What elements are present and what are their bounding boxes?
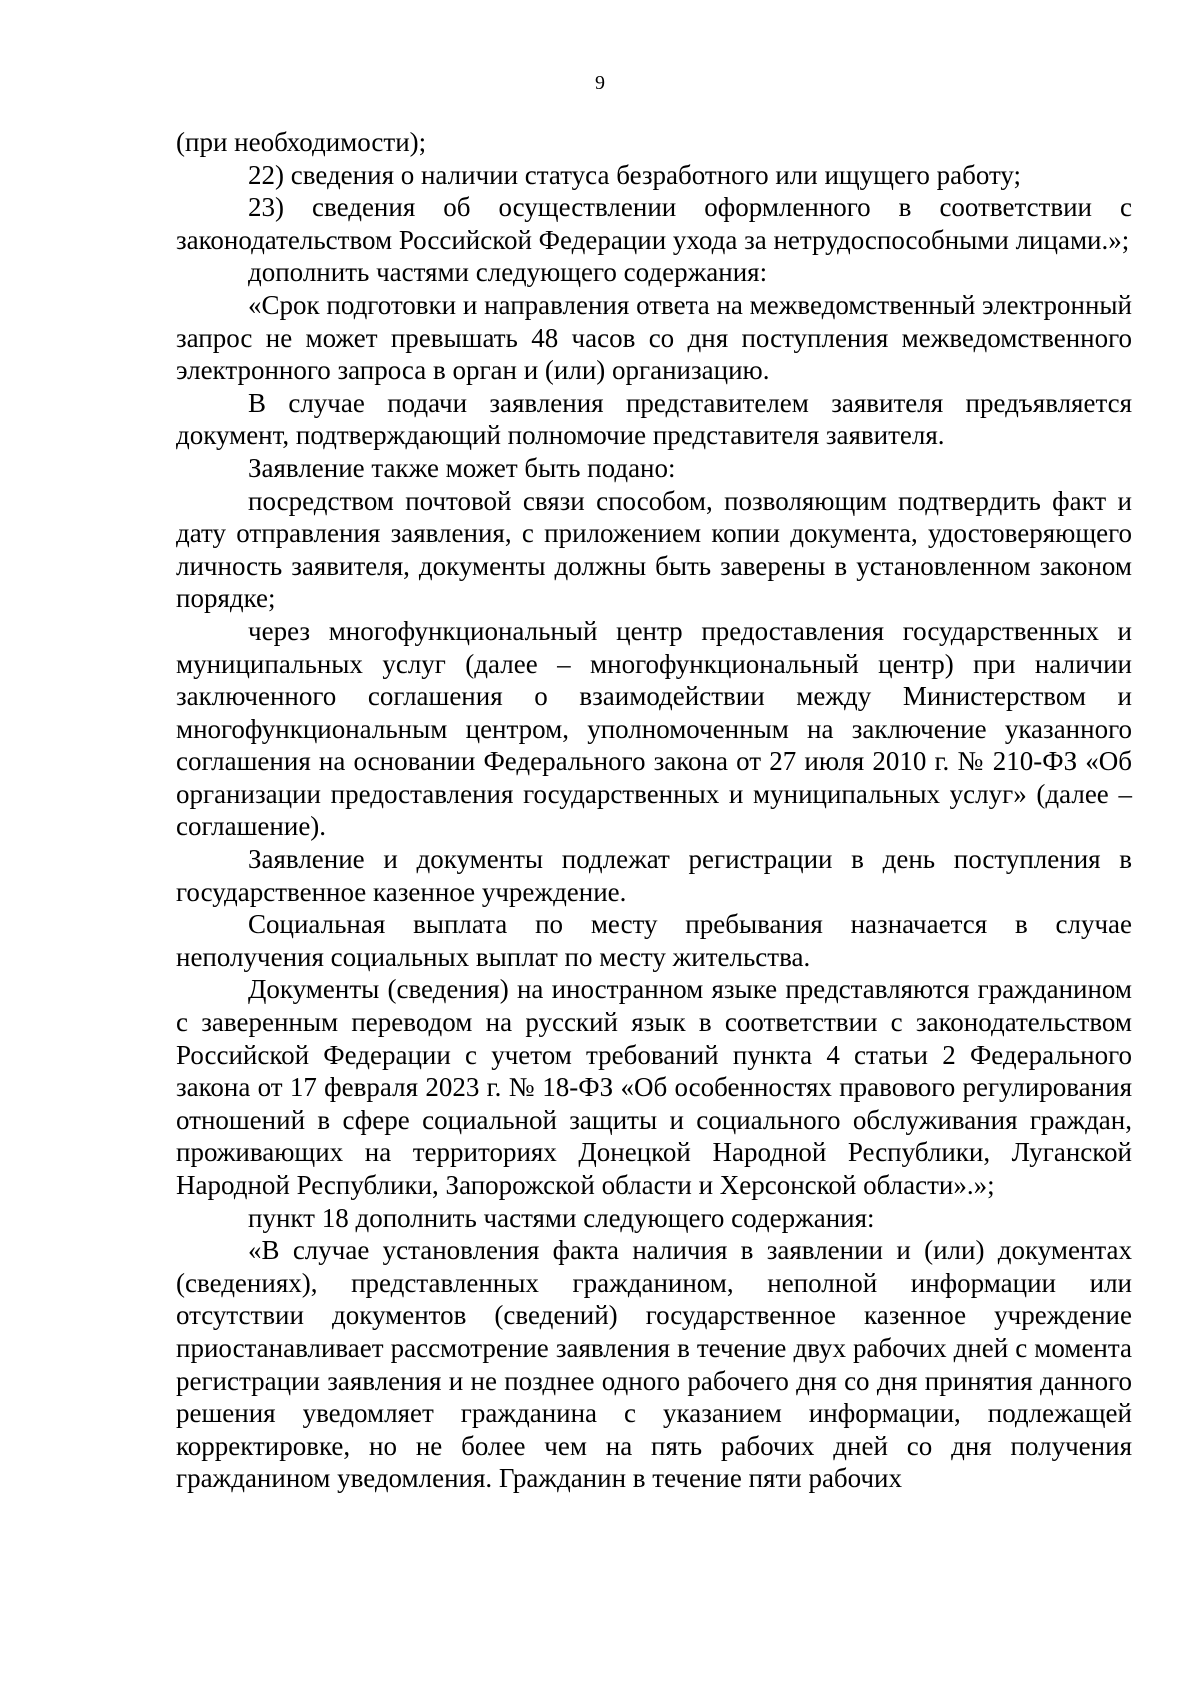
paragraph: В случае подачи заявления представителем заявителя предъявляется документ, подтверждающий полномочие представителя заявителя. xyxy=(176,387,1132,451)
paragraph: «Срок подготовки и направления ответа на межведомственный электронный запрос не может превышать 48 часов со дня поступления межведомственного электронного запроса в орган и (или) организацию. xyxy=(176,289,1132,386)
paragraph: «В случае установления факта наличия в заявлении и (или) документах (сведениях), представленных гражданином, неполной информации или отсутствии документов (сведений) государственное казенное учреждение приостанавливает рассмотрение заявления в течение двух рабочих дней с момента регистрации заявления и не позднее одного рабочего дня со дня принятия данного решения уведомляет гражданина с указанием информации, подлежащей корректировке, но не более чем на пять рабочих дней со дня получения гражданином уведомления. Гражданин в течение пяти рабочих xyxy=(176,1235,1132,1494)
paragraph: Социальная выплата по месту пребывания назначается в случае неполучения социальных выплат по месту жительства. xyxy=(176,909,1132,972)
paragraph: Заявление и документы подлежат регистрации в день поступления в государственное казенное учреждение. xyxy=(176,844,1132,907)
paragraph: посредством почтовой связи способом, позволяющим подтвердить факт и дату отправления заявления, с приложением копии документа, удостоверяющего личность заявителя, документы должны быть заверены в установленном законом порядке; xyxy=(176,485,1132,614)
document-body xyxy=(176,126,1132,1495)
paragraph: пункт 18 дополнить частями следующего содержания: xyxy=(248,1202,875,1233)
paragraph: 23) сведения об осуществлении оформленного в соответствии с законодательством Российской Федерации ухода за нетрудоспособными лицами.»; xyxy=(176,192,1132,255)
paragraph: дополнить частями следующего содержания: xyxy=(248,257,768,288)
paragraph: 22) сведения о наличии статуса безработного или ищущего работу; xyxy=(248,159,1022,190)
paragraph: Документы (сведения) на иностранном языке представляются гражданином с заверенным переводом на русский язык в соответствии с законодательством Российской Федерации с учетом требований пункта 4 статьи 2 Федерального закона от 17 февраля 2023 г. № 18-ФЗ «Об особенностях правового регулирования отношений в сфере социальной защиты и социального обслуживания граждан, проживающих на территориях Донецкой Народной Республики, Луганской Народной Республики, Запорожской области и Херсонской области».»; xyxy=(176,974,1132,1200)
page-number: 9 xyxy=(595,72,605,94)
paragraph: через многофункциональный центр предоставления государственных и муниципальных услуг (далее – многофункциональный центр) при наличии заключенного соглашения о взаимодействии между Министерством и многофункциональным центром, уполномоченным на заключение указанного соглашения на основании Федерального закона от 27 июля 2010 г. № 210-ФЗ «Об организации предоставления государственных и муниципальных услуг» (далее – соглашение). xyxy=(176,615,1132,842)
paragraph: (при необходимости); xyxy=(176,127,427,157)
paragraph: Заявление также может быть подано: xyxy=(248,452,676,483)
